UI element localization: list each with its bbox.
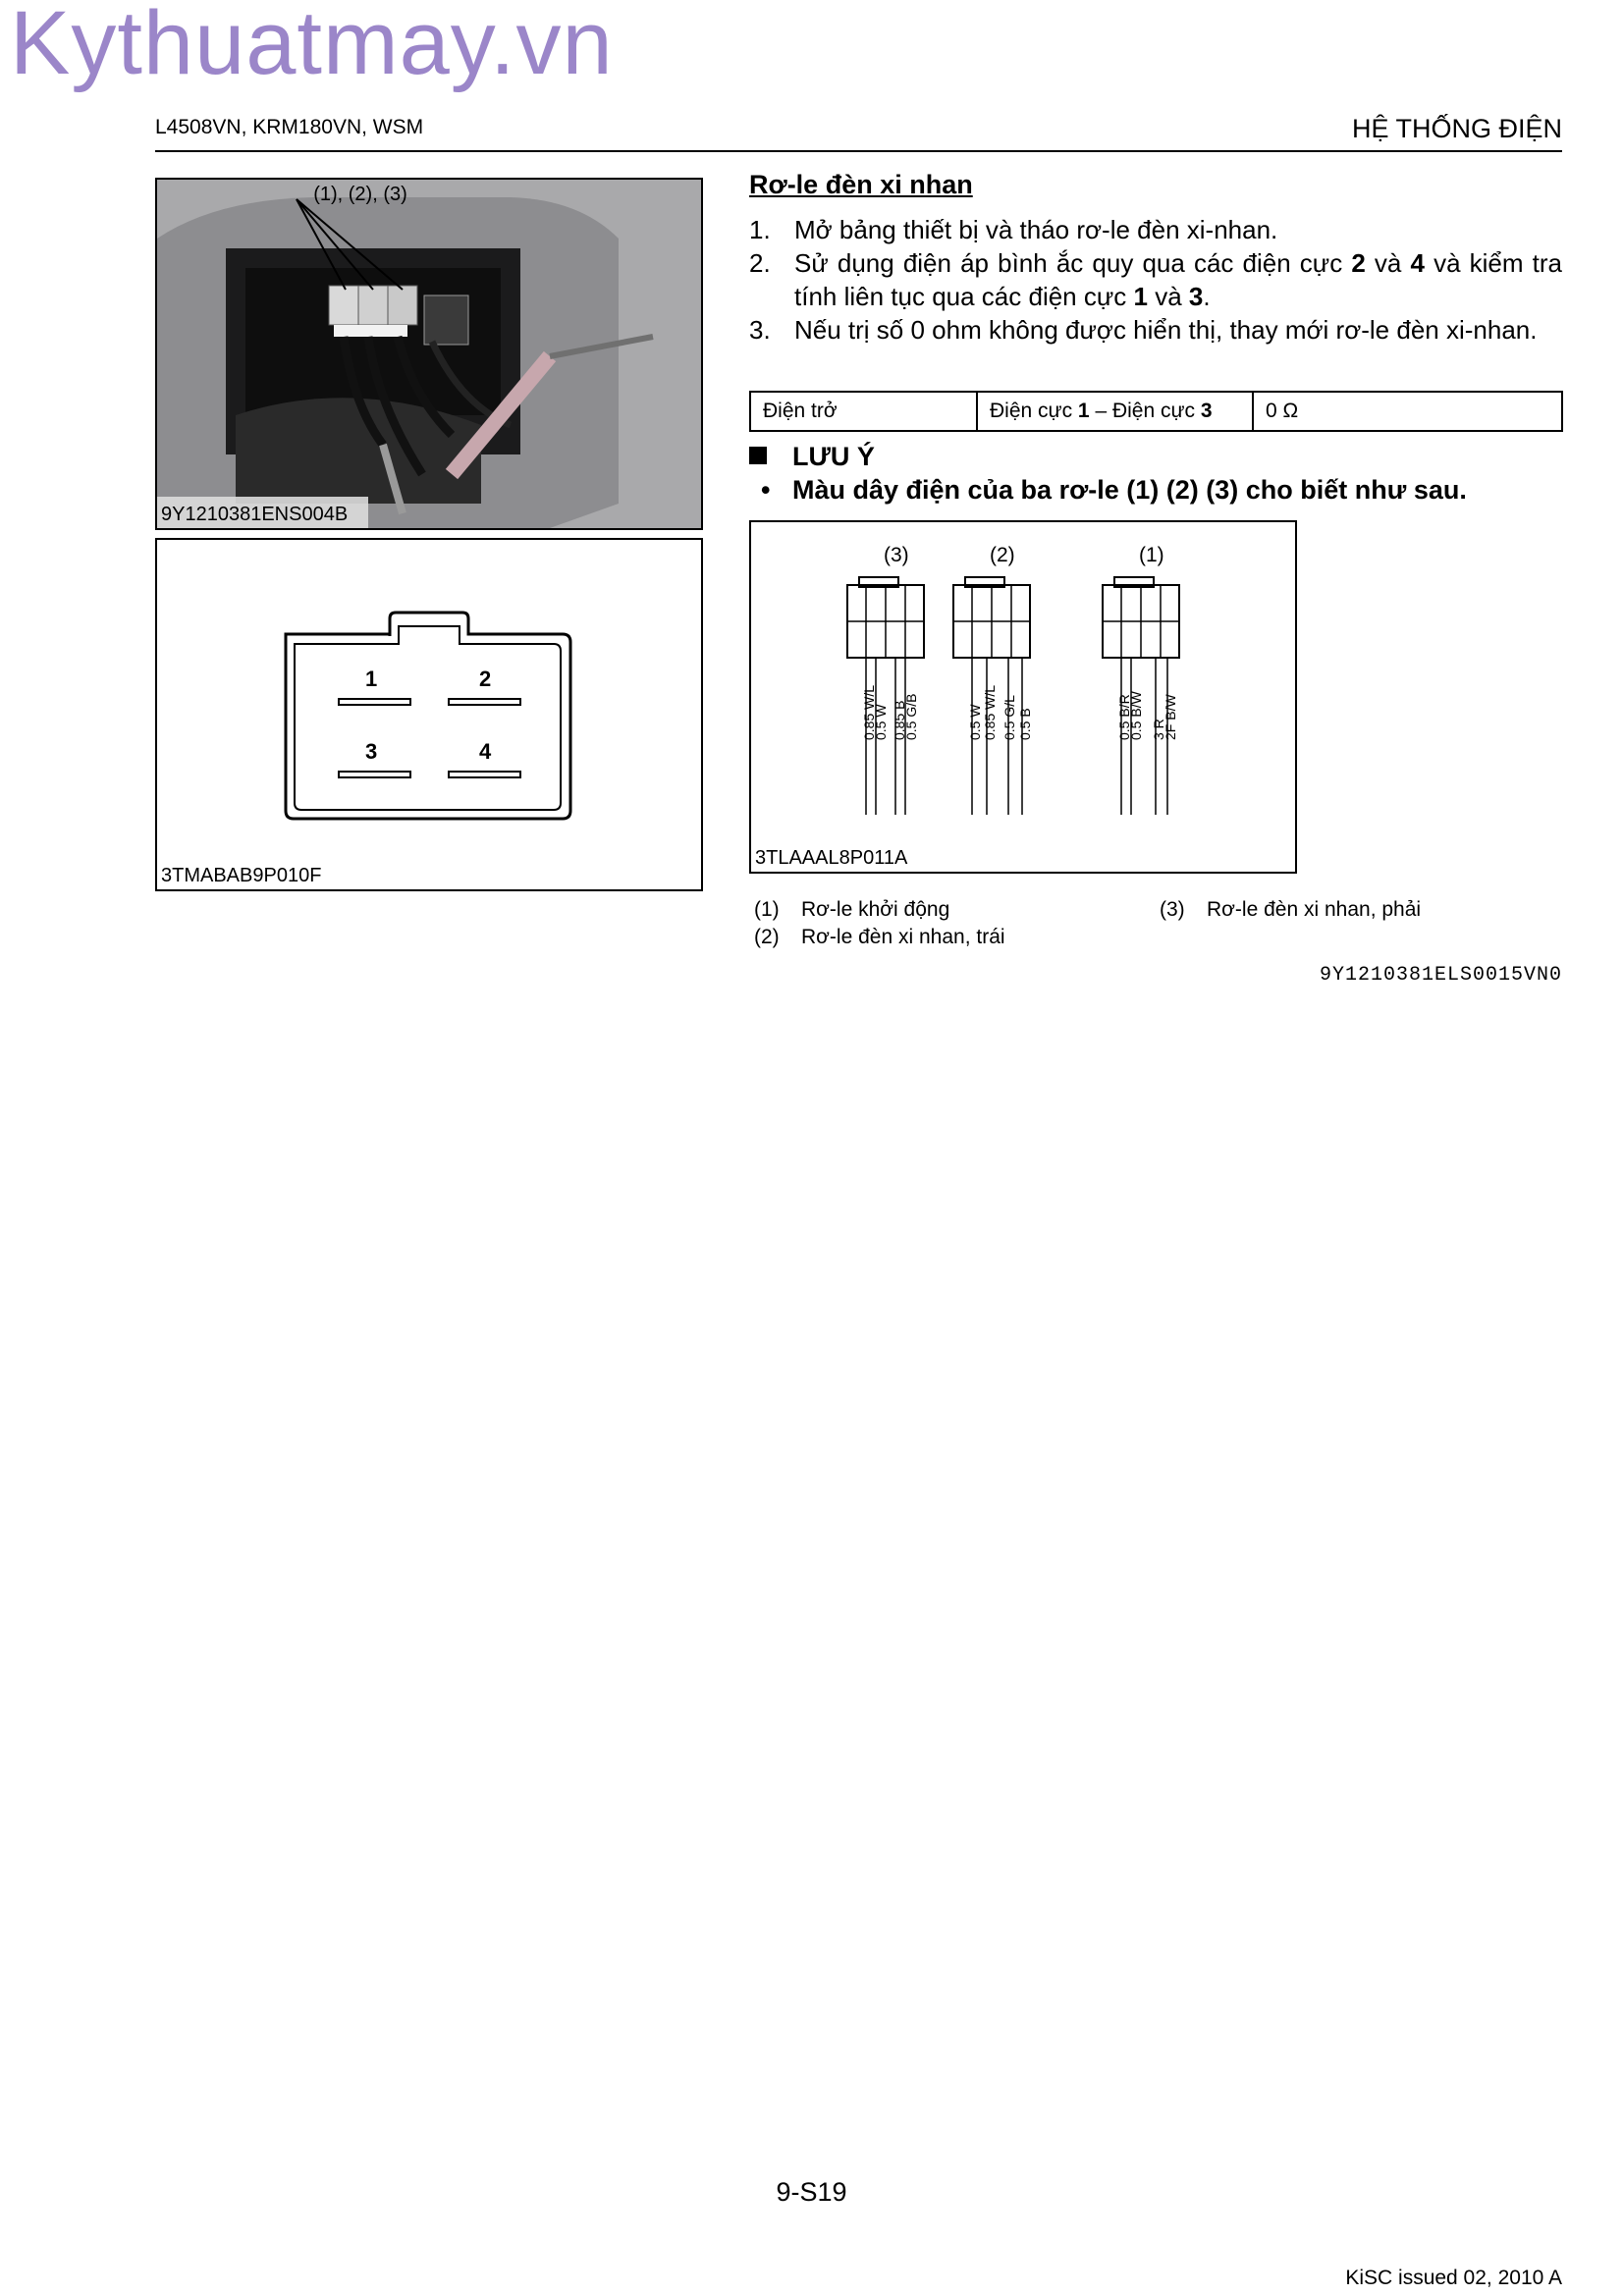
- photo-callout: (1), (2), (3): [313, 184, 407, 205]
- connector-figure-id: 3TMABAB9P010F: [161, 865, 322, 886]
- step-text: Mở bảng thiết bị và tháo rơ-le đèn xi-nhan.: [794, 215, 1278, 244]
- wire-label: 0.85 W/L: [982, 684, 998, 740]
- note-heading: LƯU Ý: [749, 442, 875, 472]
- terminal-2-label: 2: [479, 667, 492, 691]
- step-text: Sử dụng điện áp bình ắc quy qua các điện cực 2 và 4 và kiểm tra tính liên tục qua các điện cực 1 và 3.: [794, 248, 1562, 311]
- wire-label: 0.85 B: [892, 700, 907, 740]
- wire-label: 0.5 B/R: [1116, 694, 1132, 740]
- header-model: L4508VN, KRM180VN, WSM: [155, 116, 424, 138]
- step-3: [749, 313, 1562, 347]
- resistance-spec-table: [749, 391, 1563, 432]
- relay-3-label: (3): [884, 544, 909, 566]
- spec-condition: Điện cực 1 – Điện cực 3: [977, 392, 1253, 431]
- footer-issue: KiSC issued 02, 2010 A: [1345, 2267, 1562, 2289]
- terminal-4-label: 4: [479, 739, 492, 764]
- relay-wiring-figure: [749, 520, 1297, 874]
- step-number: 1.: [749, 215, 771, 244]
- wire-label: 0.85 W/L: [861, 684, 877, 740]
- wire-label: 0.5 W: [873, 704, 889, 740]
- wire-label: 0.5 B/W: [1128, 691, 1144, 740]
- step-1: [749, 213, 1562, 246]
- header-section: HỆ THỐNG ĐIỆN: [1351, 114, 1562, 143]
- relay-photo-figure: [155, 178, 703, 530]
- step-text: Nếu trị số 0 ohm không được hiển thị, thay mới rơ-le đèn xi-nhan.: [794, 315, 1538, 345]
- terminal-3-label: 3: [365, 739, 378, 764]
- document-code: 9Y1210381ELS0015VN0: [1319, 964, 1562, 987]
- table-row: [750, 392, 1562, 431]
- connector-diagram: [157, 540, 701, 889]
- spec-label: Điện trở: [750, 392, 977, 431]
- section-title: Rơ-le đèn xi nhan: [749, 170, 973, 199]
- watermark: Kythuatmay.vn: [10, 0, 614, 93]
- header-rule: [155, 150, 1562, 152]
- wire-label: 2F B/W: [1163, 694, 1178, 740]
- wire-label: 0.5 B: [1017, 708, 1033, 740]
- note-text: Màu dây điện của ba rơ-le (1) (2) (3) cho biết như sau.: [792, 475, 1467, 505]
- procedure-steps: [749, 213, 1562, 347]
- step-number: 2.: [749, 248, 771, 278]
- page-number: 9-S19: [776, 2177, 847, 2207]
- note-square-icon: [749, 447, 767, 464]
- photo-figure-id: 9Y1210381ENS004B: [161, 504, 349, 525]
- wire-label: 3 R: [1151, 719, 1166, 740]
- wire-label: 0.5 G/B: [903, 693, 919, 740]
- note-bullet: • Màu dây điện của ba rơ-le (1) (2) (3) cho biết như sau.: [761, 475, 1467, 505]
- relay-wiring-diagram: [751, 522, 1295, 872]
- wiring-figure-id: 3TLAAAL8P011A: [755, 847, 908, 869]
- step-2: [749, 246, 1562, 313]
- legend-item-2: (2) Rơ-le đèn xi nhan, trái: [754, 926, 1005, 948]
- legend-item-1: (1) Rơ-le khởi động: [754, 898, 950, 921]
- wire-label: 0.5 G/L: [1001, 695, 1017, 740]
- terminal-1-label: 1: [365, 667, 378, 691]
- step-number: 3.: [749, 315, 771, 345]
- legend-item-3: (3) Rơ-le đèn xi nhan, phải: [1160, 898, 1422, 921]
- connector-figure: [155, 538, 703, 891]
- wire-label: 0.5 W: [967, 704, 983, 740]
- relay-2-label: (2): [990, 544, 1015, 566]
- relay-photo: [157, 180, 701, 528]
- spec-value: 0 Ω: [1253, 392, 1562, 431]
- relay-1-label: (1): [1139, 544, 1164, 566]
